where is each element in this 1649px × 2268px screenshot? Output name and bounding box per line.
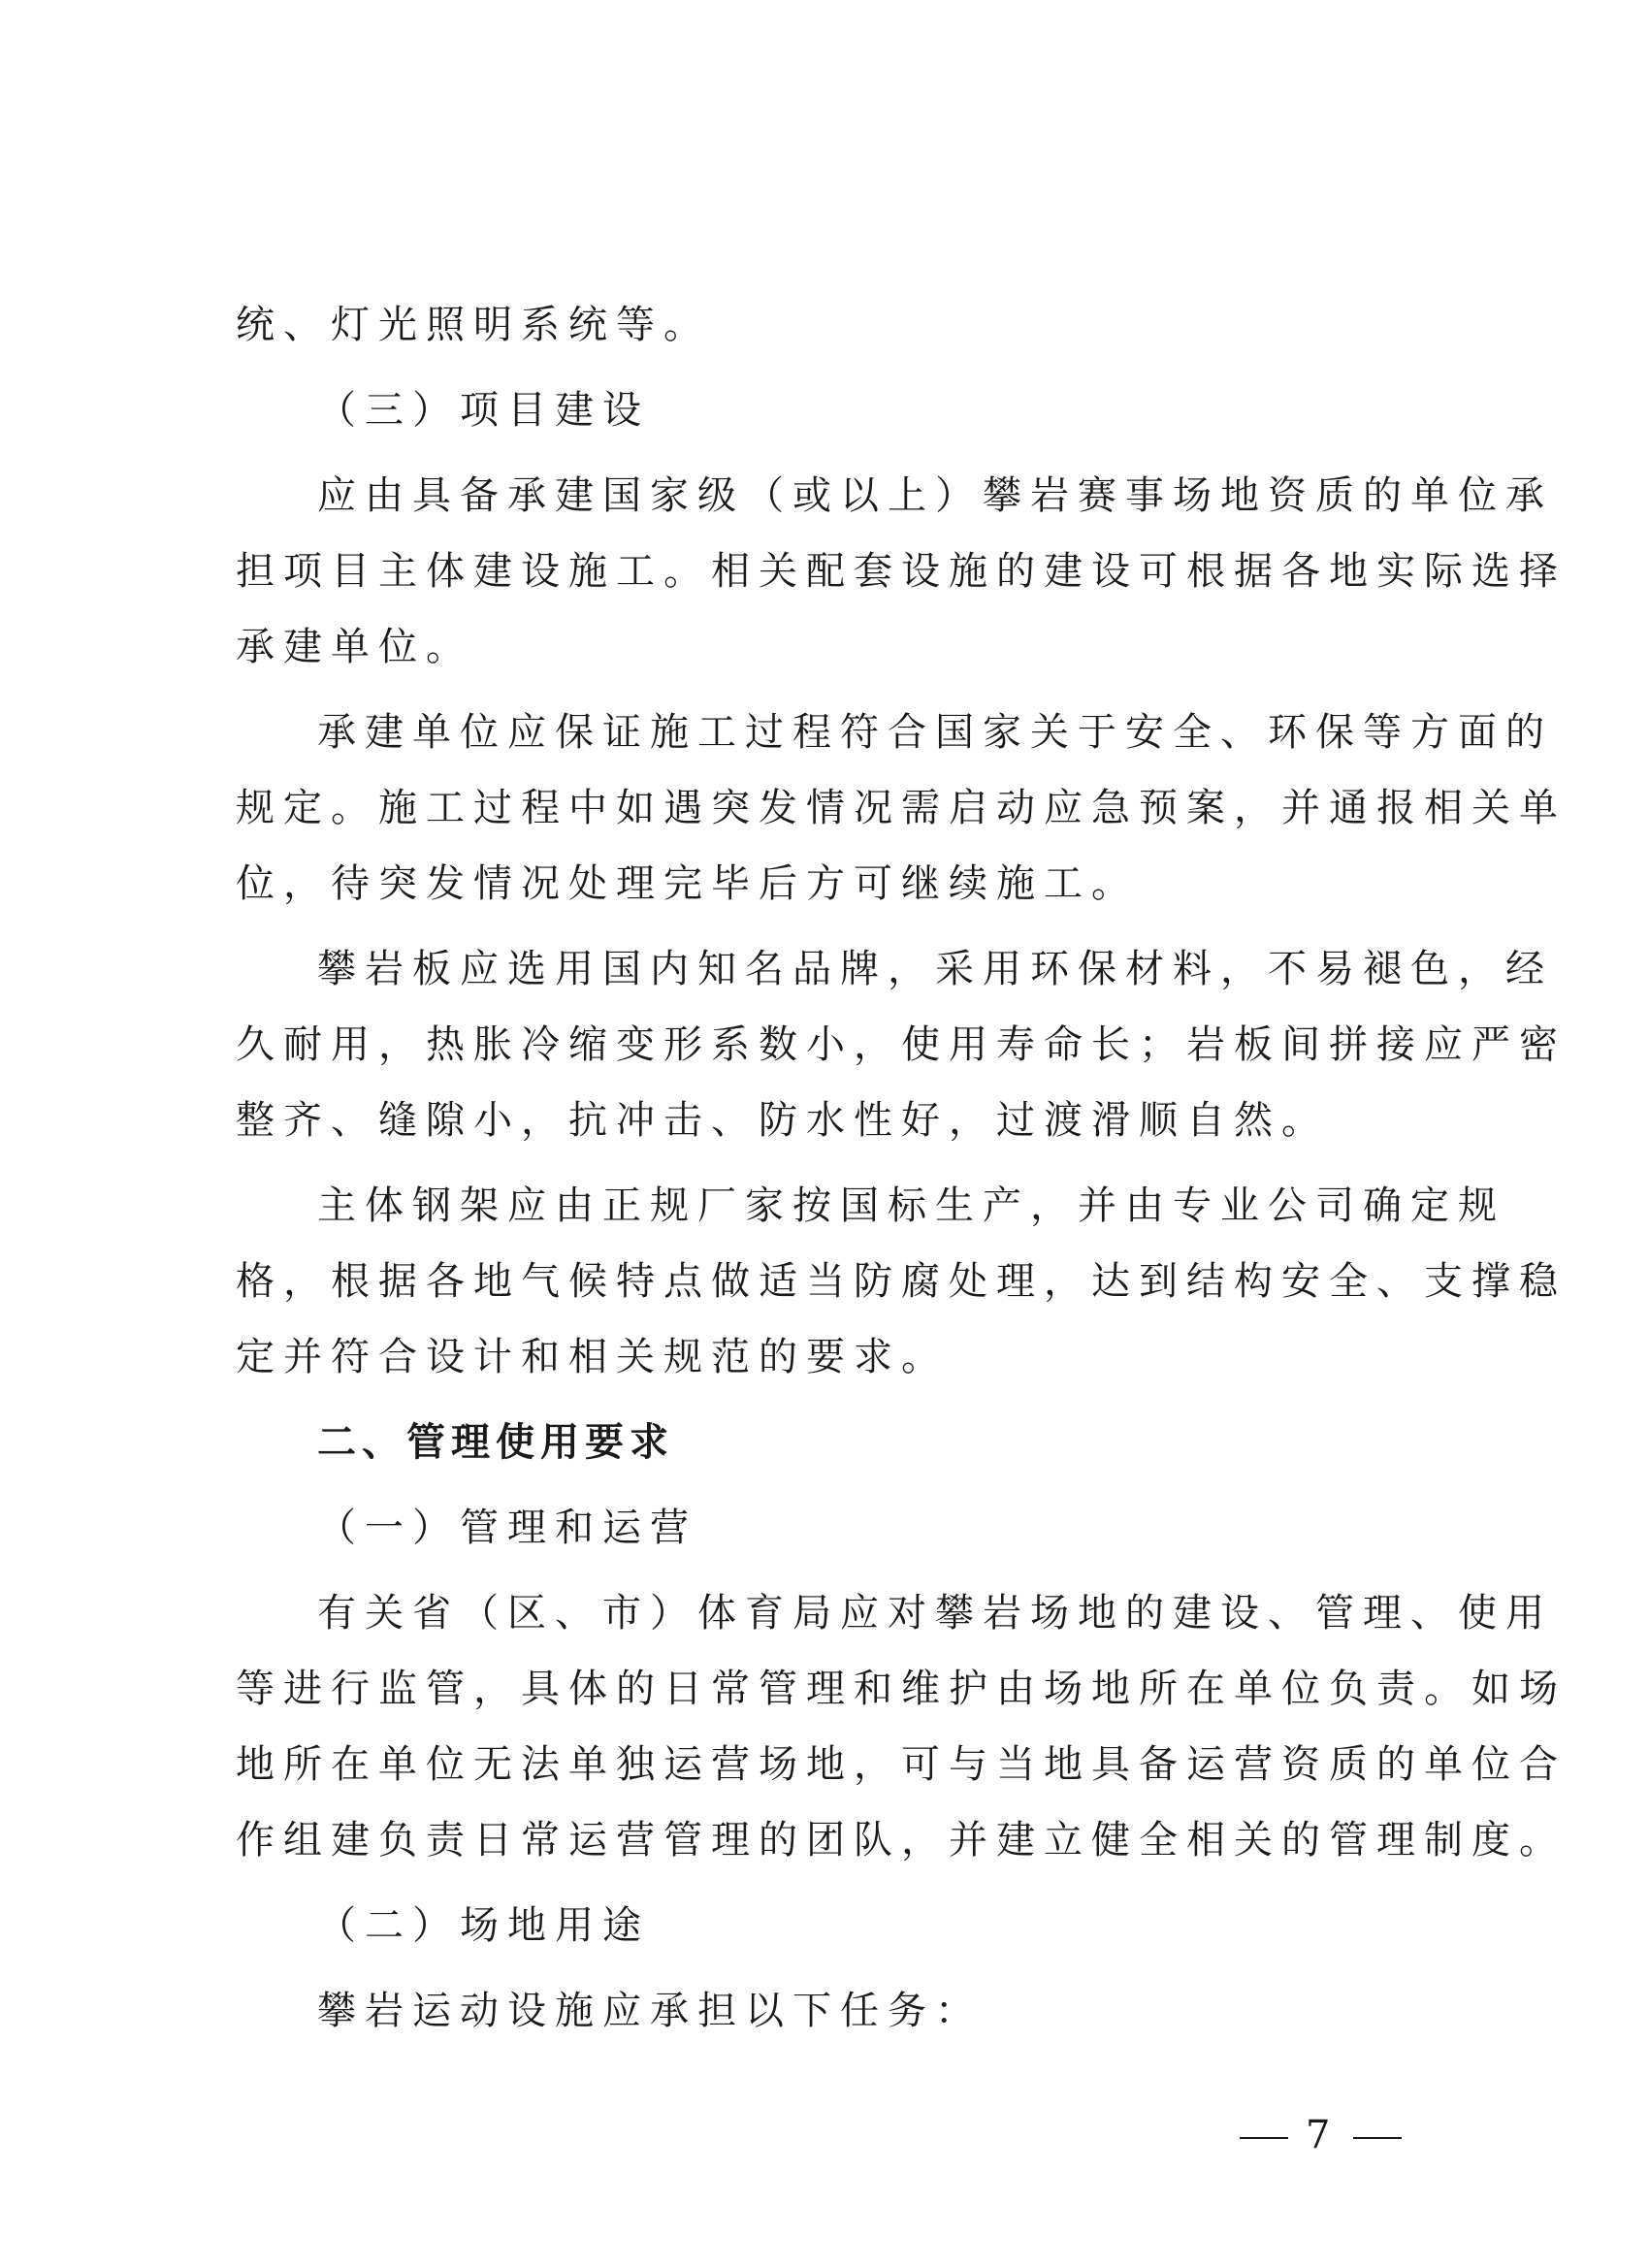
- body-line: 承建单位应保证施工过程符合国家关于安全、环保等方面的: [317, 710, 1553, 755]
- subsection-heading-site-usage: （二）场地用途: [317, 1903, 650, 1948]
- body-line: 应由具备承建国家级（或以上）攀岩赛事场地资质的单位承: [317, 473, 1553, 518]
- page-number: [1222, 2111, 1419, 2159]
- body-line: 主体钢架应由正规厂家按国标生产，并由专业公司确定规: [317, 1183, 1505, 1228]
- body-line: 整齐、缝隙小，抗冲击、防水性好，过渡滑顺自然。: [236, 1098, 1329, 1143]
- subsection-heading-project-construction: （三）项目建设: [317, 388, 650, 433]
- body-line: 格，根据各地气候特点做适当防腐处理，达到结构安全、支撑稳: [236, 1259, 1567, 1304]
- body-line: 攀岩板应选用国内知名品牌，采用环保材料，不易褪色，经: [317, 947, 1553, 991]
- body-line: 久耐用，热胀冷缩变形系数小，使用寿命长；岩板间拼接应严密: [236, 1022, 1567, 1067]
- body-line: 统、灯光照明系统等。: [236, 303, 711, 347]
- body-line: 作组建负责日常运营管理的团队，并建立健全相关的管理制度。: [236, 1818, 1567, 1863]
- body-line: 承建单位。: [236, 625, 473, 669]
- body-line: 担项目主体建设施工。相关配套设施的建设可根据各地实际选择: [236, 549, 1567, 594]
- section-heading-management-requirements: 二、管理使用要求: [317, 1420, 674, 1465]
- dash-left: [1240, 2137, 1288, 2139]
- body-line: 位，待突发情况处理完毕后方可继续施工。: [236, 861, 1139, 906]
- body-line: 等进行监管，具体的日常管理和维护由场地所在单位负责。如场: [236, 1667, 1567, 1711]
- dash-right: [1353, 2137, 1402, 2139]
- body-line: 定并符合设计和相关规范的要求。: [236, 1335, 949, 1379]
- body-line: 攀岩运动设施应承担以下任务：: [317, 1989, 983, 2033]
- body-line: 有关省（区、市）体育局应对攀岩场地的建设、管理、使用: [317, 1591, 1553, 1636]
- subsection-heading-management-operation: （一）管理和运营: [317, 1506, 697, 1550]
- body-line: 地所在单位无法单独运营场地，可与当地具备运营资质的单位合: [236, 1742, 1567, 1787]
- document-body: [236, 287, 1567, 2049]
- body-line: 规定。施工过程中如遇突发情况需启动应急预案，并通报相关单: [236, 786, 1567, 830]
- page-number-value: 7: [1306, 2113, 1337, 2157]
